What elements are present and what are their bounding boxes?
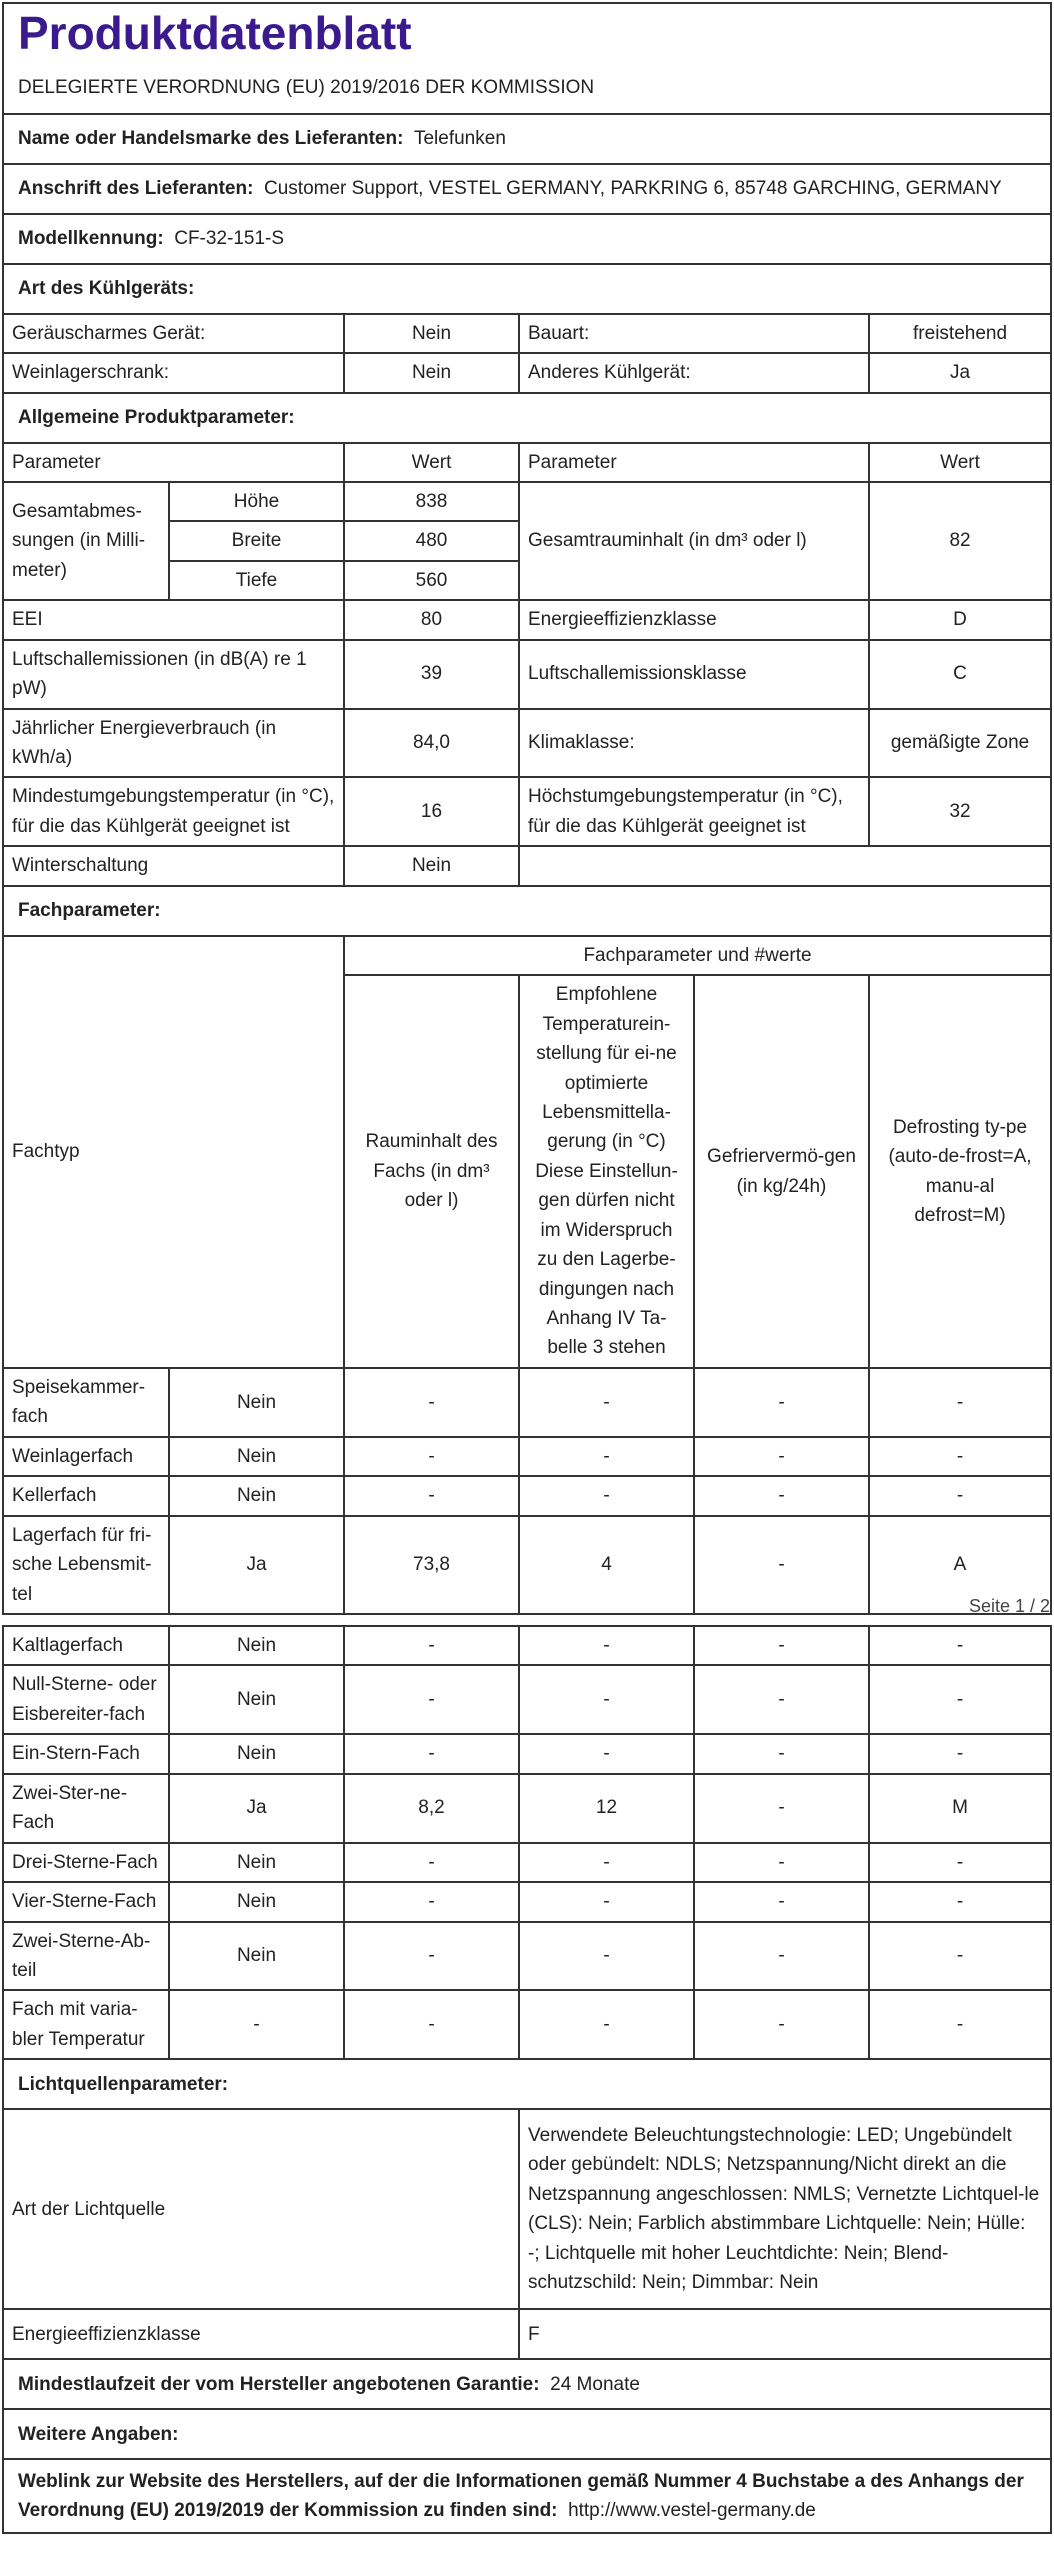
column-header-defrost-type: Defrosting ty-pe (auto-de-frost=A, manu-al defrost=M) (869, 975, 1051, 1368)
table-row (3, 1665, 1051, 1734)
cell-value: Nein (344, 353, 519, 392)
warranty-label: Mindestlaufzeit der vom Hersteller angebotenen Garantie: (18, 2373, 540, 2395)
compartment-temperature: - (519, 1922, 694, 1991)
table-row (3, 1843, 1051, 1882)
column-header-volume: Rauminhalt des Fachs (in dm³ oder l) (344, 975, 519, 1368)
compartment-name: Zwei-Sterne-Ab-teil (3, 1922, 169, 1991)
compartment-present: Nein (169, 1922, 344, 1991)
compartment-temperature: - (519, 1368, 694, 1437)
cell-value: 39 (344, 640, 519, 709)
compartment-defrost: - (869, 1990, 1051, 2059)
compartment-freezing: - (694, 1774, 869, 1843)
weblink-label: Weblink zur Website des Herstellers, auf der die Informationen gemäß Nummer 4 Buchstabe a des Anhangs der Verordnung (EU) 2019/2019 der Kommission zu finden sind: (18, 2470, 1024, 2522)
compartment-temperature: 12 (519, 1774, 694, 1843)
compartment-present: - (169, 1990, 344, 2059)
compartment-name: Speisekammer-fach (3, 1368, 169, 1437)
column-header-freezing-capacity: Gefriervermö-gen (in kg/24h) (694, 975, 869, 1368)
dimensions-label: Gesamtabmes-sungen (in Milli-meter) (3, 482, 169, 600)
cell-value: C (869, 640, 1051, 709)
compartment-volume: 8,2 (344, 1774, 519, 1843)
cell-value: gemäßigte Zone (869, 709, 1051, 778)
compartment-temperature: - (519, 1665, 694, 1734)
column-header-temperature: Empfohlene Temperaturein-stellung für ei-ne optimierte Lebensmittella-gerung (in °C) Diese Einstellun-gen dürfen nicht im Widerspruch zu den Lagerbe-dingungen nach Anhang IV Ta-belle 3 stehen (519, 975, 694, 1368)
compartment-temperature: - (519, 1626, 694, 1665)
table-row (3, 846, 1051, 885)
compartment-name: Ein-Stern-Fach (3, 1734, 169, 1773)
empty-cell (519, 846, 1051, 885)
table-row (3, 1368, 1051, 1437)
table-row (3, 482, 1051, 521)
compartment-temperature: - (519, 1990, 694, 2059)
regulation-subtitle: DELEGIERTE VERORDNUNG (EU) 2019/2016 DER KOMMISSION (18, 77, 595, 99)
compartment-present: Nein (169, 1843, 344, 1882)
compartment-volume: - (344, 1626, 519, 1665)
compartment-name: Fach mit varia-bler Temperatur (3, 1990, 169, 2059)
page-number: Seite 1 / 2 (968, 1596, 1050, 1616)
compartment-freezing: - (694, 1476, 869, 1515)
light-class-label: Energieeffizienzklasse (3, 2309, 519, 2359)
compartment-defrost: A (869, 1516, 1051, 1614)
cell-label: Anderes Kühlgerät: (519, 353, 869, 392)
winter-setting-value: Nein (344, 846, 519, 885)
compartment-present: Nein (169, 1626, 344, 1665)
compartment-volume: - (344, 1922, 519, 1991)
compartment-freezing: - (694, 1922, 869, 1991)
table-header-row (3, 936, 1051, 975)
cell-label: Luftschallemissionen (in dB(A) re 1 pW) (3, 640, 344, 709)
supplier-address-label: Anschrift des Lieferanten: (18, 177, 254, 199)
compartment-name: Zwei-Ster-ne-Fach (3, 1774, 169, 1843)
winter-setting-label: Winterschaltung (3, 846, 344, 885)
compartment-defrost: M (869, 1774, 1051, 1843)
compartment-temperature: - (519, 1437, 694, 1476)
cell-value: 80 (344, 600, 519, 639)
column-header-compartment-type: Fachtyp (3, 936, 344, 1368)
cell-value: 32 (869, 777, 1051, 846)
table-row (3, 640, 1051, 709)
compartment-volume: - (344, 1843, 519, 1882)
compartment-params-heading: Fachparameter: (3, 886, 1051, 936)
table-row (3, 1734, 1051, 1773)
compartment-volume: - (344, 1990, 519, 2059)
cell-value: 16 (344, 777, 519, 846)
light-source-type-value: Verwendete Beleuchtungstechnologie: LED; Ungebündelt oder gebündelt: NDLS; Netzspannung/Nicht direkt an die Netzspannung angeschlossen: NMLS; Vernetzte Lichtquel-le (CLS): Nein; Farblich abstimmbare Lichtquelle: Nein; Hülle: -; Lichtquelle mit hoher Leuchtdichte: Nein; Blend-schutzschild: Nein; Dimmbar: Nein (519, 2109, 1051, 2309)
table-row (3, 1922, 1051, 1991)
table-header-row (3, 443, 1051, 482)
total-volume-value: 82 (869, 482, 1051, 600)
compartment-defrost: - (869, 1843, 1051, 1882)
compartment-volume: - (344, 1437, 519, 1476)
table-row (3, 1882, 1051, 1921)
cell-value: 84,0 (344, 709, 519, 778)
supplier-name-value: Telefunken (413, 127, 506, 149)
compartment-freezing: - (694, 1734, 869, 1773)
compartment-volume: - (344, 1368, 519, 1437)
compartment-temperature: - (519, 1476, 694, 1515)
compartment-volume: - (344, 1734, 519, 1773)
column-header-value: Wert (869, 443, 1051, 482)
table-row (3, 1626, 1051, 1665)
table-row (3, 1437, 1051, 1476)
compartment-freezing: - (694, 1437, 869, 1476)
compartment-defrost: - (869, 1626, 1051, 1665)
appliance-type-heading: Art des Kühlgeräts: (3, 264, 1051, 314)
cell-label: Jährlicher Energieverbrauch (in kWh/a) (3, 709, 344, 778)
dimension-height-label: Höhe (169, 482, 344, 521)
column-group-header: Fachparameter und #werte (344, 936, 1051, 975)
compartment-temperature: - (519, 1843, 694, 1882)
datasheet-table-page-1 (2, 2, 1052, 1615)
compartment-present: Nein (169, 1476, 344, 1515)
compartment-name: Lagerfach für fri-sche Lebensmit-tel (3, 1516, 169, 1614)
compartment-name: Drei-Sterne-Fach (3, 1843, 169, 1882)
datasheet-table-page-2 (2, 1625, 1052, 2534)
compartment-present: Nein (169, 1734, 344, 1773)
compartment-defrost: - (869, 1476, 1051, 1515)
supplier-address-value: Customer Support, VESTEL GERMANY, PARKRING 6, 85748 GARCHING, GERMANY (264, 177, 1002, 199)
dimension-width-value: 480 (344, 521, 519, 560)
cell-value: freistehend (869, 314, 1051, 353)
compartment-present: Nein (169, 1882, 344, 1921)
table-row (3, 600, 1051, 639)
column-header-parameter: Parameter (519, 443, 869, 482)
supplier-name-label: Name oder Handelsmarke des Lieferanten: (18, 127, 404, 149)
total-volume-label: Gesamtrauminhalt (in dm³ oder l) (519, 482, 869, 600)
dimension-depth-label: Tiefe (169, 561, 344, 600)
cell-label: Klimaklasse: (519, 709, 869, 778)
table-row (3, 777, 1051, 846)
compartment-volume: - (344, 1665, 519, 1734)
further-info-heading: Weitere Angaben: (3, 2409, 1051, 2459)
dimension-height-value: 838 (344, 482, 519, 521)
compartment-defrost: - (869, 1665, 1051, 1734)
general-params-heading: Allgemeine Produktparameter: (3, 393, 1051, 443)
table-row (3, 2309, 1051, 2359)
table-row (3, 1990, 1051, 2059)
light-class-value: F (519, 2309, 1051, 2359)
table-row (3, 1516, 1051, 1614)
compartment-volume: 73,8 (344, 1516, 519, 1614)
compartment-name: Kellerfach (3, 1476, 169, 1515)
compartment-present: Nein (169, 1437, 344, 1476)
compartment-defrost: - (869, 1922, 1051, 1991)
page-title: Produktdatenblatt (18, 7, 412, 59)
cell-value: Nein (344, 314, 519, 353)
model-label: Modellkennung: (18, 227, 164, 249)
compartment-present: Nein (169, 1368, 344, 1437)
compartment-defrost: - (869, 1437, 1051, 1476)
compartment-volume: - (344, 1476, 519, 1515)
compartment-defrost: - (869, 1734, 1051, 1773)
compartment-temperature: - (519, 1734, 694, 1773)
datasheet-page-1 (2, 2, 1050, 1605)
table-row (3, 709, 1051, 778)
compartment-freezing: - (694, 1665, 869, 1734)
compartment-present: Nein (169, 1665, 344, 1734)
table-row (3, 1476, 1051, 1515)
cell-value: D (869, 600, 1051, 639)
column-header-value: Wert (344, 443, 519, 482)
compartment-temperature: 4 (519, 1516, 694, 1614)
cell-label: EEI (3, 600, 344, 639)
warranty-value: 24 Monate (550, 2373, 640, 2395)
cell-label: Mindestumgebungstemperatur (in °C), für die das Kühlgerät geeignet ist (3, 777, 344, 846)
weblink-value[interactable]: http://www.vestel-germany.de (568, 2500, 816, 2522)
compartment-volume: - (344, 1882, 519, 1921)
compartment-freezing: - (694, 1626, 869, 1665)
compartment-freezing: - (694, 1882, 869, 1921)
cell-label: Höchstumgebungstemperatur (in °C), für die das Kühlgerät geeignet ist (519, 777, 869, 846)
table-row (3, 353, 1051, 392)
compartment-freezing: - (694, 1843, 869, 1882)
cell-value: Ja (869, 353, 1051, 392)
compartment-name: Weinlagerfach (3, 1437, 169, 1476)
compartment-freezing: - (694, 1990, 869, 2059)
cell-label: Energieeffizienzklasse (519, 600, 869, 639)
compartment-name: Vier-Sterne-Fach (3, 1882, 169, 1921)
compartment-defrost: - (869, 1368, 1051, 1437)
cell-label: Bauart: (519, 314, 869, 353)
datasheet-page-2 (2, 1625, 1050, 2530)
compartment-freezing: - (694, 1368, 869, 1437)
compartment-present: Ja (169, 1774, 344, 1843)
light-source-type-label: Art der Lichtquelle (3, 2109, 519, 2309)
compartment-temperature: - (519, 1882, 694, 1921)
cell-label: Weinlagerschrank: (3, 353, 344, 392)
column-header-parameter: Parameter (3, 443, 344, 482)
compartment-freezing: - (694, 1516, 869, 1614)
table-row (3, 2109, 1051, 2309)
table-row (3, 314, 1051, 353)
model-value: CF-32-151-S (174, 227, 285, 249)
cell-label: Luftschallemissionsklasse (519, 640, 869, 709)
cell-label: Geräuscharmes Gerät: (3, 314, 344, 353)
dimension-depth-value: 560 (344, 561, 519, 600)
light-source-heading: Lichtquellenparameter: (3, 2059, 1051, 2109)
compartment-defrost: - (869, 1882, 1051, 1921)
compartment-present: Ja (169, 1516, 344, 1614)
table-row (3, 1774, 1051, 1843)
dimension-width-label: Breite (169, 521, 344, 560)
compartment-name: Null-Sterne- oder Eisbereiter-fach (3, 1665, 169, 1734)
compartment-name: Kaltlagerfach (3, 1626, 169, 1665)
